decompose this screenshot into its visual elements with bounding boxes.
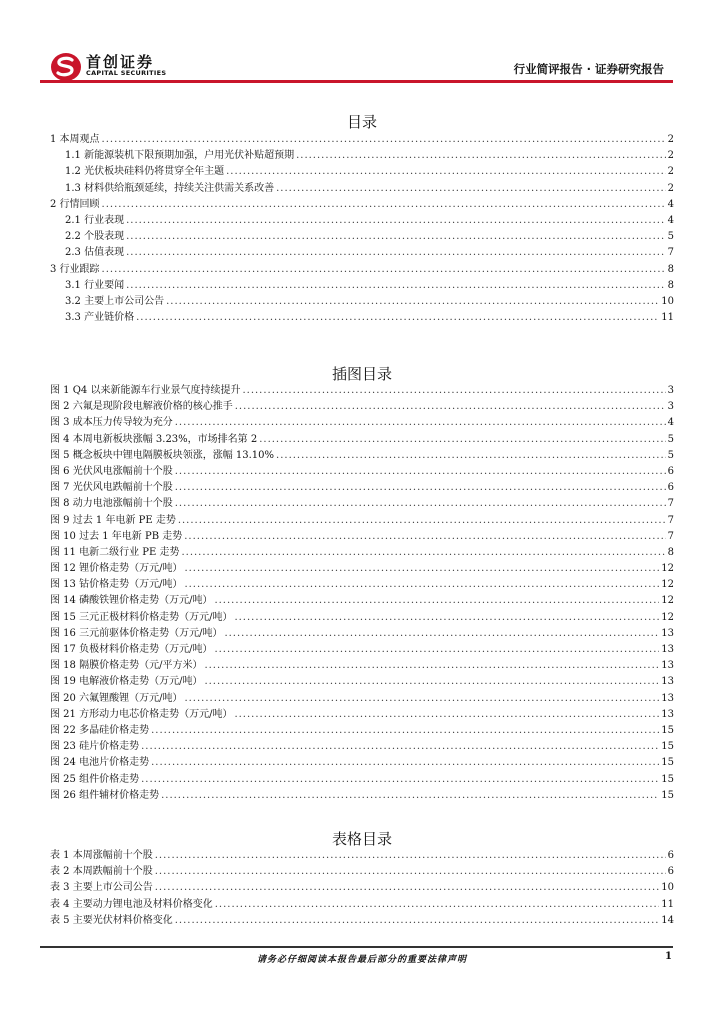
toc-entry-label: 2.1 行业表现 <box>65 214 125 226</box>
dot-leader <box>155 880 660 896</box>
toc-entry-label: 2.2 个股表现 <box>65 231 125 243</box>
figure-entry-label: 图 20 六氟锂酸锂（万元/吨） <box>50 692 183 704</box>
table-entry-page: 14 <box>661 914 674 926</box>
figure-entry-label: 图 7 光伏风电跌幅前十个股 <box>50 482 173 494</box>
table-entry-label: 表 3 主要上市公司公告 <box>50 882 153 894</box>
toc-entry-page: 11 <box>661 312 674 324</box>
figure-entry-page: 12 <box>661 595 674 607</box>
figure-entry-label: 图 14 磷酸铁锂价格走势（万元/吨） <box>50 595 213 607</box>
dot-leader <box>184 561 659 577</box>
figure-entry-label: 图 1 Q4 以来新能源车行业景气度持续提升 <box>50 385 241 396</box>
figure-entry[interactable] <box>50 707 674 723</box>
figure-entry-page: 5 <box>667 449 674 461</box>
figure-entry-page: 15 <box>661 789 674 801</box>
table-entry-label: 表 5 主要光伏材料价格变化 <box>50 914 173 926</box>
figure-entry-label: 图 19 电解液价格走势（万元/吨） <box>50 676 203 688</box>
dot-leader <box>184 529 665 545</box>
dot-leader <box>175 913 660 929</box>
figure-entry-page: 15 <box>661 741 674 753</box>
dot-leader <box>276 181 666 197</box>
figure-entry-page: 13 <box>661 708 674 720</box>
dot-leader <box>136 310 659 326</box>
table-entry[interactable] <box>50 913 674 929</box>
toc-list <box>50 132 674 326</box>
figure-entry-label: 图 22 多晶硅价格走势 <box>50 724 150 736</box>
dot-leader <box>276 448 666 464</box>
toc-entry-page: 2 <box>667 134 674 145</box>
figure-entry[interactable] <box>50 545 674 561</box>
figure-entry-page: 6 <box>667 465 674 477</box>
figure-entry-page: 15 <box>661 724 674 736</box>
toc-entry[interactable] <box>50 148 674 164</box>
toc-entry-label: 1 本周观点 <box>50 134 100 145</box>
dot-leader <box>161 788 659 804</box>
figure-entry-label: 图 4 本周电新板块涨幅 3.23%，市场排名第 2 <box>50 433 258 445</box>
figure-entry-page: 7 <box>667 498 674 510</box>
dot-leader <box>242 383 665 399</box>
toc-entry-label: 3 行业跟踪 <box>50 263 100 275</box>
toc-entry-page: 10 <box>661 295 674 307</box>
toc-entry[interactable] <box>50 310 674 326</box>
figure-entry-page: 15 <box>661 757 674 769</box>
toc-entry[interactable] <box>50 294 674 310</box>
figure-entry-label: 图 2 六氟是现阶段电解液价格的核心推手 <box>50 401 233 413</box>
toc-entry[interactable] <box>50 181 674 197</box>
figure-entry[interactable] <box>50 496 674 512</box>
dot-leader <box>234 707 659 723</box>
toc-entry[interactable] <box>50 213 674 229</box>
figure-entry-label: 图 3 成本压力传导较为充分 <box>50 417 173 429</box>
figure-entry[interactable] <box>50 674 674 690</box>
table-entry-label: 表 2 本周跌幅前十个股 <box>50 866 153 878</box>
dot-leader <box>184 577 659 593</box>
toc-entry[interactable] <box>50 229 674 245</box>
figure-entry-page: 13 <box>661 676 674 688</box>
tables-list <box>50 848 674 929</box>
figure-entry-page: 6 <box>667 482 674 494</box>
figure-entry-label: 图 9 过去 1 年电新 PE 走势 <box>50 514 176 526</box>
toc-entry[interactable] <box>50 132 674 148</box>
toc-entry-page: 2 <box>667 150 674 162</box>
toc-entry-label: 1.1 新能源装机下限预期加强，户用光伏补贴超预期 <box>65 150 295 162</box>
figure-entry[interactable] <box>50 383 674 399</box>
dot-leader <box>102 197 666 213</box>
header-divider <box>40 80 673 83</box>
toc-entry-label: 1.2 光伏板块硅料仍将贯穿全年主题 <box>65 166 225 178</box>
toc-entry-page: 8 <box>667 263 674 275</box>
figure-entry[interactable] <box>50 658 674 674</box>
figure-entry-page: 12 <box>661 611 674 623</box>
figure-entry[interactable] <box>50 480 674 496</box>
figure-entry-page: 3 <box>667 401 674 413</box>
dot-leader <box>214 642 659 658</box>
toc-entry[interactable] <box>50 197 674 213</box>
logo-chinese-name: 首创证券 <box>86 53 155 71</box>
figure-entry-label: 图 6 光伏风电涨幅前十个股 <box>50 465 173 477</box>
figure-entry[interactable] <box>50 448 674 464</box>
figure-entry-page: 8 <box>667 546 674 558</box>
figure-entry[interactable] <box>50 432 674 448</box>
table-entry[interactable] <box>50 880 674 896</box>
figure-entry-page: 13 <box>661 692 674 704</box>
figure-entry-page: 13 <box>661 660 674 672</box>
figure-entry-label: 图 17 负极材料价格走势（万元/吨） <box>50 644 213 655</box>
dot-leader <box>126 245 666 261</box>
dot-leader <box>151 723 659 739</box>
dot-leader <box>102 262 666 278</box>
figure-entry[interactable] <box>50 755 674 771</box>
toc-entry-label: 2.3 估值表现 <box>65 247 125 259</box>
figure-entry-page: 7 <box>667 514 674 526</box>
company-logo <box>50 50 200 84</box>
figures-list <box>50 383 674 804</box>
dot-leader <box>259 432 665 448</box>
legal-disclaimer-note: 请务必仔细阅读本报告最后部分的重要法律声明 <box>256 955 467 965</box>
figure-entry-label: 图 12 锂价格走势（万元/吨） <box>50 563 183 575</box>
dot-leader <box>215 897 660 913</box>
table-entry[interactable] <box>50 897 674 913</box>
figure-entry-page: 15 <box>661 773 674 785</box>
toc-entry-page: 8 <box>667 279 674 291</box>
table-entry[interactable] <box>50 864 674 880</box>
toc-entry-page: 7 <box>667 247 674 259</box>
dot-leader <box>141 772 659 788</box>
toc-entry-page: 2 <box>667 166 674 178</box>
dot-leader <box>224 626 659 642</box>
figure-entry[interactable] <box>50 593 674 609</box>
dot-leader <box>126 229 666 245</box>
table-entry-page: 6 <box>667 866 674 878</box>
figure-entry[interactable] <box>50 577 674 593</box>
dot-leader <box>175 415 666 431</box>
figure-entry[interactable] <box>50 739 674 755</box>
figure-entry-label: 图 18 隔膜价格走势（元/平方米） <box>50 660 203 672</box>
toc-entry-page: 4 <box>667 198 674 210</box>
figure-entry[interactable] <box>50 723 674 739</box>
toc-entry-label: 3.1 行业要闻 <box>65 279 125 291</box>
figure-entry-page: 12 <box>661 579 674 591</box>
toc-entry[interactable] <box>50 262 674 278</box>
dot-leader <box>204 658 659 674</box>
dot-leader <box>126 213 666 229</box>
figure-entry-label: 图 13 钴价格走势（万元/吨） <box>50 579 183 591</box>
logo-english-name: CAPITAL SECURITIES <box>86 69 167 77</box>
figure-entry-label: 图 24 电池片价格走势 <box>50 757 150 769</box>
dot-leader <box>226 164 666 180</box>
toc-entry[interactable] <box>50 164 674 180</box>
figure-entry-label: 图 26 组件辅材价格走势 <box>50 789 160 801</box>
dot-leader <box>175 496 666 512</box>
figure-entry-label: 图 15 三元正极材料价格走势（万元/吨） <box>50 611 233 623</box>
dot-leader <box>151 755 659 771</box>
toc-title: 目录 <box>346 113 377 131</box>
toc-entry-page: 4 <box>667 214 674 226</box>
table-entry-label: 表 4 主要动力锂电池及材料价格变化 <box>50 898 213 910</box>
dot-leader <box>178 513 666 529</box>
figure-entry-label: 图 11 电新二级行业 PE 走势 <box>50 546 180 558</box>
dot-leader <box>155 864 666 880</box>
dot-leader <box>141 739 659 755</box>
figure-entry[interactable] <box>50 788 674 804</box>
figure-entry-page: 4 <box>667 417 674 429</box>
figure-entry[interactable] <box>50 610 674 626</box>
figure-entry[interactable] <box>50 529 674 545</box>
figure-entry-label: 图 16 三元前驱体价格走势（万元/吨） <box>50 627 223 639</box>
figure-entry-page: 5 <box>667 433 674 445</box>
dot-leader <box>166 294 659 310</box>
figure-entry[interactable] <box>50 464 674 480</box>
dot-leader <box>126 278 666 294</box>
dot-leader <box>204 674 659 690</box>
figure-entry-label: 图 5 概念板块中锂电隔膜板块领涨，涨幅 13.10% <box>50 449 275 461</box>
toc-entry-label: 3.2 主要上市公司公告 <box>65 295 165 307</box>
footer-divider <box>40 946 673 948</box>
figure-entry-page: 3 <box>667 385 674 396</box>
dot-leader <box>155 848 666 864</box>
figure-entry[interactable] <box>50 399 674 415</box>
toc-entry-label: 2 行情回顾 <box>50 198 100 210</box>
dot-leader <box>184 691 659 707</box>
tables-title: 表格目录 <box>331 830 392 848</box>
figure-entry[interactable] <box>50 626 674 642</box>
dot-leader <box>102 132 666 148</box>
dot-leader <box>296 148 666 164</box>
dot-leader <box>175 480 666 496</box>
dot-leader <box>214 593 659 609</box>
table-entry-page: 10 <box>661 882 674 894</box>
figures-title: 插图目录 <box>331 365 392 383</box>
figure-entry-label: 图 25 组件价格走势 <box>50 773 140 785</box>
figure-entry-page: 13 <box>661 644 674 655</box>
dot-leader <box>181 545 665 561</box>
figure-entry-page: 13 <box>661 627 674 639</box>
capital-securities-logo-icon <box>50 52 82 82</box>
figure-entry-label: 图 23 硅片价格走势 <box>50 741 140 753</box>
table-entry-page: 6 <box>667 850 674 861</box>
figure-entry[interactable] <box>50 513 674 529</box>
toc-entry[interactable] <box>50 278 674 294</box>
dot-leader <box>235 399 666 415</box>
report-type-label: 行业简评报告 · 证券研究报告 <box>513 62 664 76</box>
figure-entry[interactable] <box>50 561 674 577</box>
figure-entry-label: 图 10 过去 1 年电新 PB 走势 <box>50 530 183 542</box>
table-entry-label: 表 1 本周涨幅前十个股 <box>50 850 153 861</box>
table-entry[interactable] <box>50 848 674 864</box>
figure-entry[interactable] <box>50 772 674 788</box>
figure-entry[interactable] <box>50 691 674 707</box>
figure-entry[interactable] <box>50 642 674 658</box>
toc-entry-page: 2 <box>667 182 674 194</box>
table-entry-page: 11 <box>661 898 674 910</box>
toc-entry-page: 5 <box>667 231 674 243</box>
page-number: 1 <box>665 951 672 962</box>
figure-entry-label: 图 21 方形动力电芯价格走势（万元/吨） <box>50 708 233 720</box>
figure-entry-page: 7 <box>667 530 674 542</box>
toc-entry[interactable] <box>50 245 674 261</box>
figure-entry-page: 12 <box>661 563 674 575</box>
toc-entry-label: 1.3 材料供给瓶颈延续，持续关注供需关系改善 <box>65 182 275 194</box>
figure-entry-label: 图 8 动力电池涨幅前十个股 <box>50 498 173 510</box>
toc-entry-label: 3.3 产业链价格 <box>65 312 135 324</box>
dot-leader <box>234 610 659 626</box>
figure-entry[interactable] <box>50 415 674 431</box>
dot-leader <box>175 464 666 480</box>
